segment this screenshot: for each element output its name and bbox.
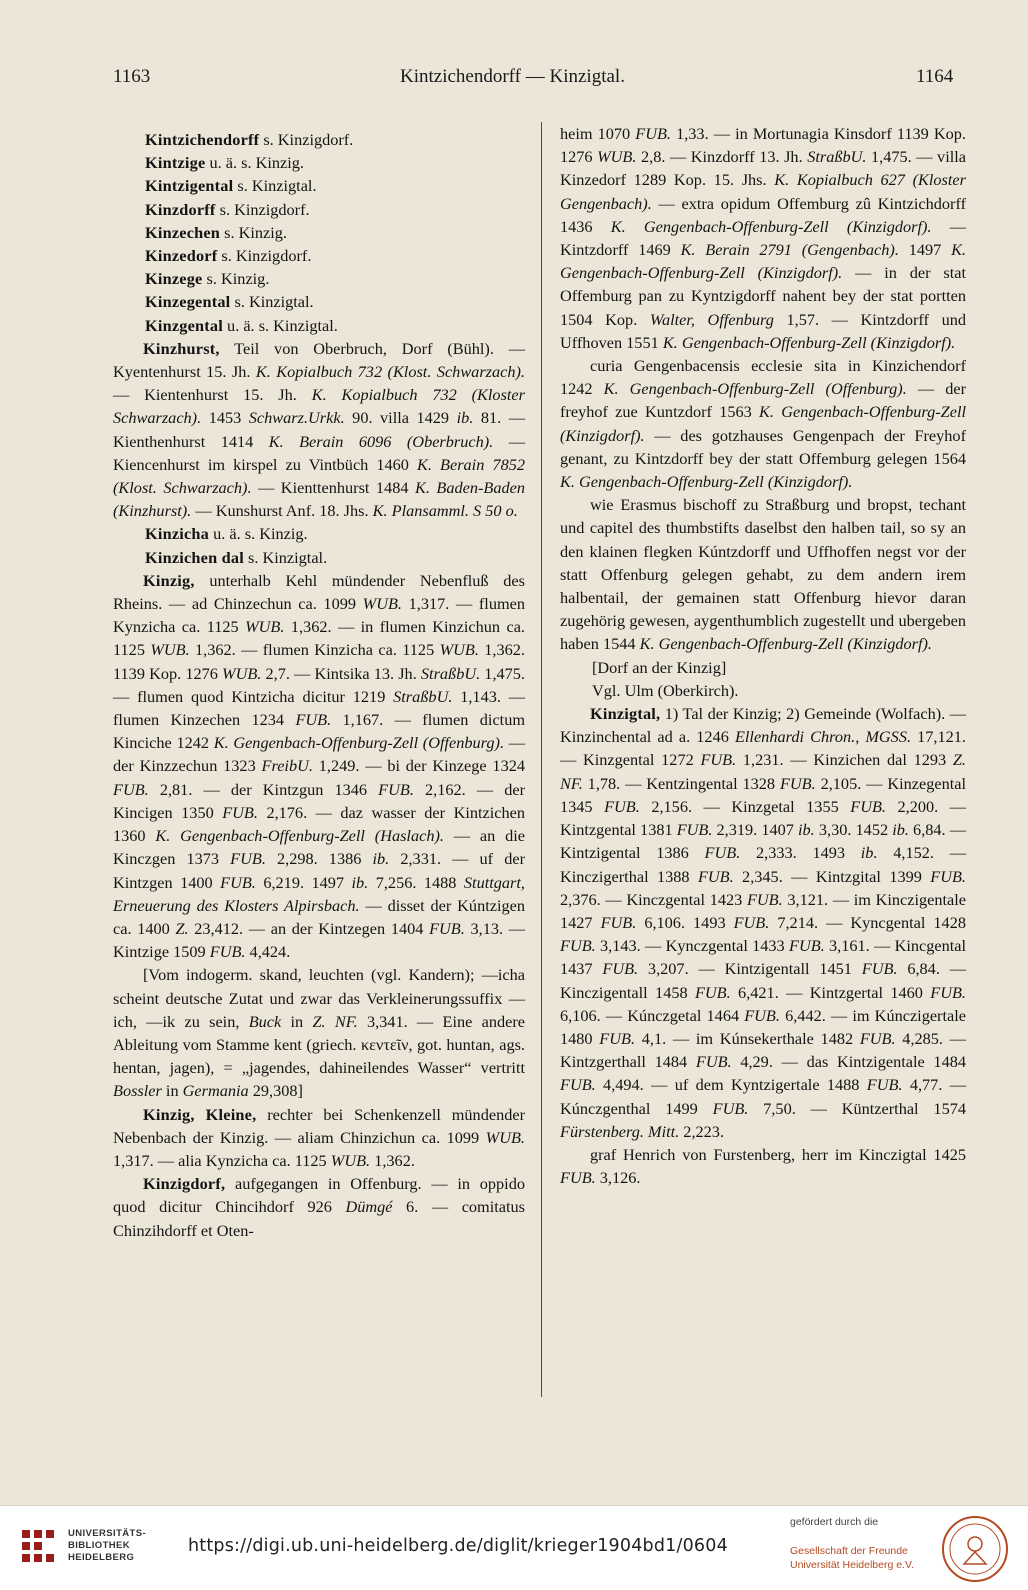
- entry-reference: s. Kinzigtal.: [230, 292, 314, 312]
- entry-headword: Kinzicha: [145, 524, 210, 544]
- running-title: Kintzichendorff — Kinzigtal.: [400, 66, 625, 87]
- entry-headword: Kintzige: [145, 153, 206, 173]
- entry-reference: s. Kinzigtal.: [243, 547, 328, 567]
- entry-headword: Kintzichendorff: [145, 130, 260, 149]
- dictionary-entry: [Dorf an der Kinzig]: [592, 657, 727, 677]
- dictionary-entry: [113, 198, 525, 221]
- dictionary-entry: Kinzhurst, Teil von Oberbruch, Dorf (Bühl). — Kyentenhurst 15. Jh. K. Kopialbuch 732 (Klost. Schwarzach). — Kientenhurst 15. Jh. K. Kopialbuch 732 (Kloster Schwarzach). 1453 Schwarz.Urkk. 90. villa 1429 ib. 81. — Kienthenhurst 1414 K. Berain 6096 (Oberbruch). — Kiencenhurst im kirspel zu Vintbüch 1460 K. Berain 7852 (Klost. Schwarzach). — Kienttenhurst 1484 K. Baden-Baden (Kinzhurst). — Kunshurst Anf. 18. Jhs. K. Plansamml. S 50 o.: [113, 338, 526, 521]
- right-column: [560, 122, 966, 1189]
- entry-reference: s. Kinzigtal.: [233, 176, 317, 196]
- entry-reference: u. ä. s. Kinzig.: [209, 524, 308, 544]
- entry-headword: Kinzege: [145, 269, 203, 289]
- university-library-logo-icon: [18, 1526, 62, 1570]
- entry-headword: Kinzegental: [145, 292, 231, 312]
- dictionary-entry: [113, 128, 525, 151]
- dictionary-entry: [Vom indogerm. skand, leuchten (vgl. Kandern); —icha scheint deutsche Zutat und zwar das Verkleinerungssuffix —ich, —ik zu sein, Buck in Z. NF. 3,341. — Eine andere Ableitung vom Stamme kent (griech. κεντεῖν, got. huntan, ags. hentan, jagen), = „jagendes, dahineilendes Wasser“ vertritt Bossler in Germania 29,308]: [113, 965, 525, 1101]
- entry-reference: s. Kinzigdorf.: [217, 246, 312, 266]
- dictionary-entry: [113, 151, 525, 174]
- page-number-right: 1164: [916, 66, 954, 87]
- entry-reference: s. Kinzig.: [202, 269, 270, 289]
- dictionary-entry: Kinzigdorf, aufgegangen in Offenburg. — in oppido quod dicitur Chincihdorf 926 Dümgé 6. — comitatus Chinzihdorff et Oten-: [113, 1174, 525, 1240]
- society-name: Gesellschaft der Freunde Universität Heidelberg e.V.: [790, 1545, 914, 1571]
- column-divider: [541, 122, 542, 1397]
- university-seal-icon: [940, 1514, 1010, 1584]
- dictionary-entry: [113, 522, 525, 545]
- dictionary-entry: Vgl. Ulm (Oberkirch).: [592, 680, 739, 700]
- dictionary-entry: [113, 174, 525, 197]
- dictionary-entry: curia Gengenbacensis ecclesie sita in Kinzichendorf 1242 K. Gengenbach-Offenburg-Zell (Offenburg). — der freyhof zue Kuntzdorf 1563 K. Gengenbach-Offenburg-Zell (Kinzigdorf). — des gotzhauses Gengenpach der Freyhof genant, zu Kintzdorff bey der statt Offemburg gelegen 1564 K. Gengenbach-Offenburg-Zell (Kinzigdorf).: [560, 356, 966, 492]
- dictionary-entry: [113, 546, 525, 569]
- entry-headword: Kinzgental: [145, 315, 223, 335]
- entry-reference: s. Kinzigdorf.: [215, 199, 310, 219]
- entry-headword: Kinzedorf: [145, 246, 218, 266]
- dictionary-entry: [113, 267, 525, 290]
- dictionary-entry: [113, 290, 525, 313]
- dictionary-entry: Kinzig, Kleine, rechter bei Schenkenzell mündender Nebenbach der Kinzig. — aliam Chinzichun ca. 1099 WUB. 1,317. — alia Kynzicha ca. 1125 WUB. 1,362.: [113, 1104, 525, 1170]
- entry-reference: s. Kinzigdorf.: [259, 130, 354, 149]
- dictionary-entry: Kinzig, unterhalb Kehl mündender Nebenfluß des Rheins. — ad Chinzechun ca. 1099 WUB. 1,317. — flumen Kynzicha ca. 1125 WUB. 1,362. — in flumen Kinzichun ca. 1125 WUB. 1,362. — flumen Kinzicha ca. 1125 WUB. 1,362. 1139 Kop. 1276 WUB. 2,7. — Kintsika 13. Jh. StraßbU. 1,475. — flumen quod Kintzicha dicitur 1219 StraßbU. 1,143. — flumen Kinzechen 1234 FUB. 1,167. — flumen dictum Kinciche 1242 K. Gengenbach-Offenburg-Zell (Offenburg). — der Kinzzechun 1323 FreibU. 1,249. — bi der Kinzege 1324 FUB. 2,81. — der Kintzgun 1346 FUB. 2,162. — der Kincigen 1350 FUB. 2,176. — daz wasser der Kintzichen 1360 K. Gengenbach-Offenburg-Zell (Haslach). — an die Kinczgen 1373 FUB. 2,298. 1386 ib. 2,331. — uf der Kintzgen 1400 FUB. 6,219. 1497 ib. 7,256. 1488 Stuttgart, Erneuerung des Klosters Alpirsbach. — disset der Kúntzigen ca. 1400 Z. 23,412. — an der Kintzegen 1404 FUB. 3,13. — Kintzige 1509 FUB. 4,424.: [113, 570, 526, 962]
- dictionary-entry: Kinzigtal, 1) Tal der Kinzig; 2) Gemeinde (Wolfach). — Kinzinchental ad a. 1246 Ellenhardi Chron., MGSS. 17,121. — Kinzgental 1272 FUB. 1,231. — Kinzichen dal 1293 Z. NF. 1,78. — Kentzingental 1328 FUB. 2,105. — Kinzegental 1345 FUB. 2,156. — Kinzgetal 1355 FUB. 2,200. — Kintzgental 1381 FUB. 2,319. 1407 ib. 3,30. 1452 ib. 6,84. — Kintzigental 1386 FUB. 2,333. 1493 ib. 4,152. — Kinczigerthal 1388 FUB. 2,345. — Kintzgital 1399 FUB. 2,376. — Kinczgental 1423 FUB. 3,121. — im Kinczigentale 1427 FUB. 6,106. 1493 FUB. 7,214. — Kyncgental 1428 FUB. 3,143. — Kynczgental 1433 FUB. 3,161. — Kincgental 1437 FUB. 3,207. — Kintzigentall 1451 FUB. 6,84. — Kinczigentall 1458 FUB. 6,421. — Kintzgertal 1460 FUB. 6,106. — Kúnczgetal 1464 FUB. 6,442. — im Kúnczigertale 1480 FUB. 4,1. — im Kúnsekerthale 1482 FUB. 4,285. — Kintzgerthall 1484 FUB. 4,29. — das Kintzigentale 1484 FUB. 4,494. — uf dem Kyntzigertale 1488 FUB. 4,77. — Kúnczgenthal 1499 FUB. 7,50. — Küntzerthal 1574 Fürstenberg. Mitt. 2,223.: [560, 704, 967, 1141]
- left-column: [113, 128, 525, 1242]
- entry-headword: Kinzdorff: [145, 199, 216, 219]
- entry-headword: Kintzigental: [145, 176, 234, 196]
- dictionary-entry: wie Erasmus bischoff zu Straßburg und bropst, techant und capitel des thumbstifts daselbst den halben tail, so sy an den klainen flegken Kúntzdorff und Uffhoffen negst vor der statt Offenburg gelegen gehabt, zu dem andern irem halbentail, der gemainen statt Offenburg hievor daran zugehörig gewesen, aygenthumblich zugestellt und ubergeben haben 1544 K. Gengenbach-Offenburg-Zell (Kinzigdorf).: [560, 495, 966, 654]
- viewer-footer: [0, 1505, 1028, 1590]
- entry-headword: Kinzichen dal: [145, 547, 244, 567]
- entry-reference: s. Kinzig.: [220, 222, 287, 242]
- page-url[interactable]: https://digi.ub.uni-heidelberg.de/diglit/krieger1904bd1/0604: [188, 1536, 728, 1556]
- library-name: UNIVERSITÄTS- BIBLIOTHEK HEIDELBERG: [68, 1528, 147, 1563]
- entry-reference: u. ä. s. Kinzig.: [205, 153, 304, 173]
- entry-reference: u. ä. s. Kinzigtal.: [222, 315, 338, 335]
- dictionary-entry: graf Henrich von Furstenberg, herr im Kinczigtal 1425 FUB. 3,126.: [560, 1144, 966, 1188]
- entry-headword: Kinzechen: [145, 222, 221, 242]
- dictionary-entry: [113, 244, 525, 267]
- dictionary-entry: [113, 314, 525, 337]
- entry-continuation: heim 1070 FUB. 1,33. — in Mortunagia Kinsdorf 1139 Kop. 1276 WUB. 2,8. — Kinzdorff 13. Jh. StraßbU. 1,475. — villa Kinzedorf 1289 Kop. 15. Jhs. K. Kopialbuch 627 (Kloster Gengenbach). — extra opidum Offemburg zû Kintzichdorff 1436 K. Gengenbach-Offenburg-Zell (Kinzigdorf). — Kintzdorff 1469 K. Berain 2791 (Gengenbach). 1497 K. Gengenbach-Offenburg-Zell (Kinzigdorf). — in der stat Offemburg pan zu Kyntzigdorff nahent bey der stat portten 1504 Kop. Walter, Offenburg 1,57. — Kintzdorff und Uffhoven 1551 K. Gengenbach-Offenburg-Zell (Kinzigdorf).: [560, 124, 966, 352]
- funded-by-label: gefördert durch die: [790, 1516, 879, 1528]
- page-number-left: 1163: [113, 66, 151, 87]
- dictionary-entry: [113, 221, 525, 244]
